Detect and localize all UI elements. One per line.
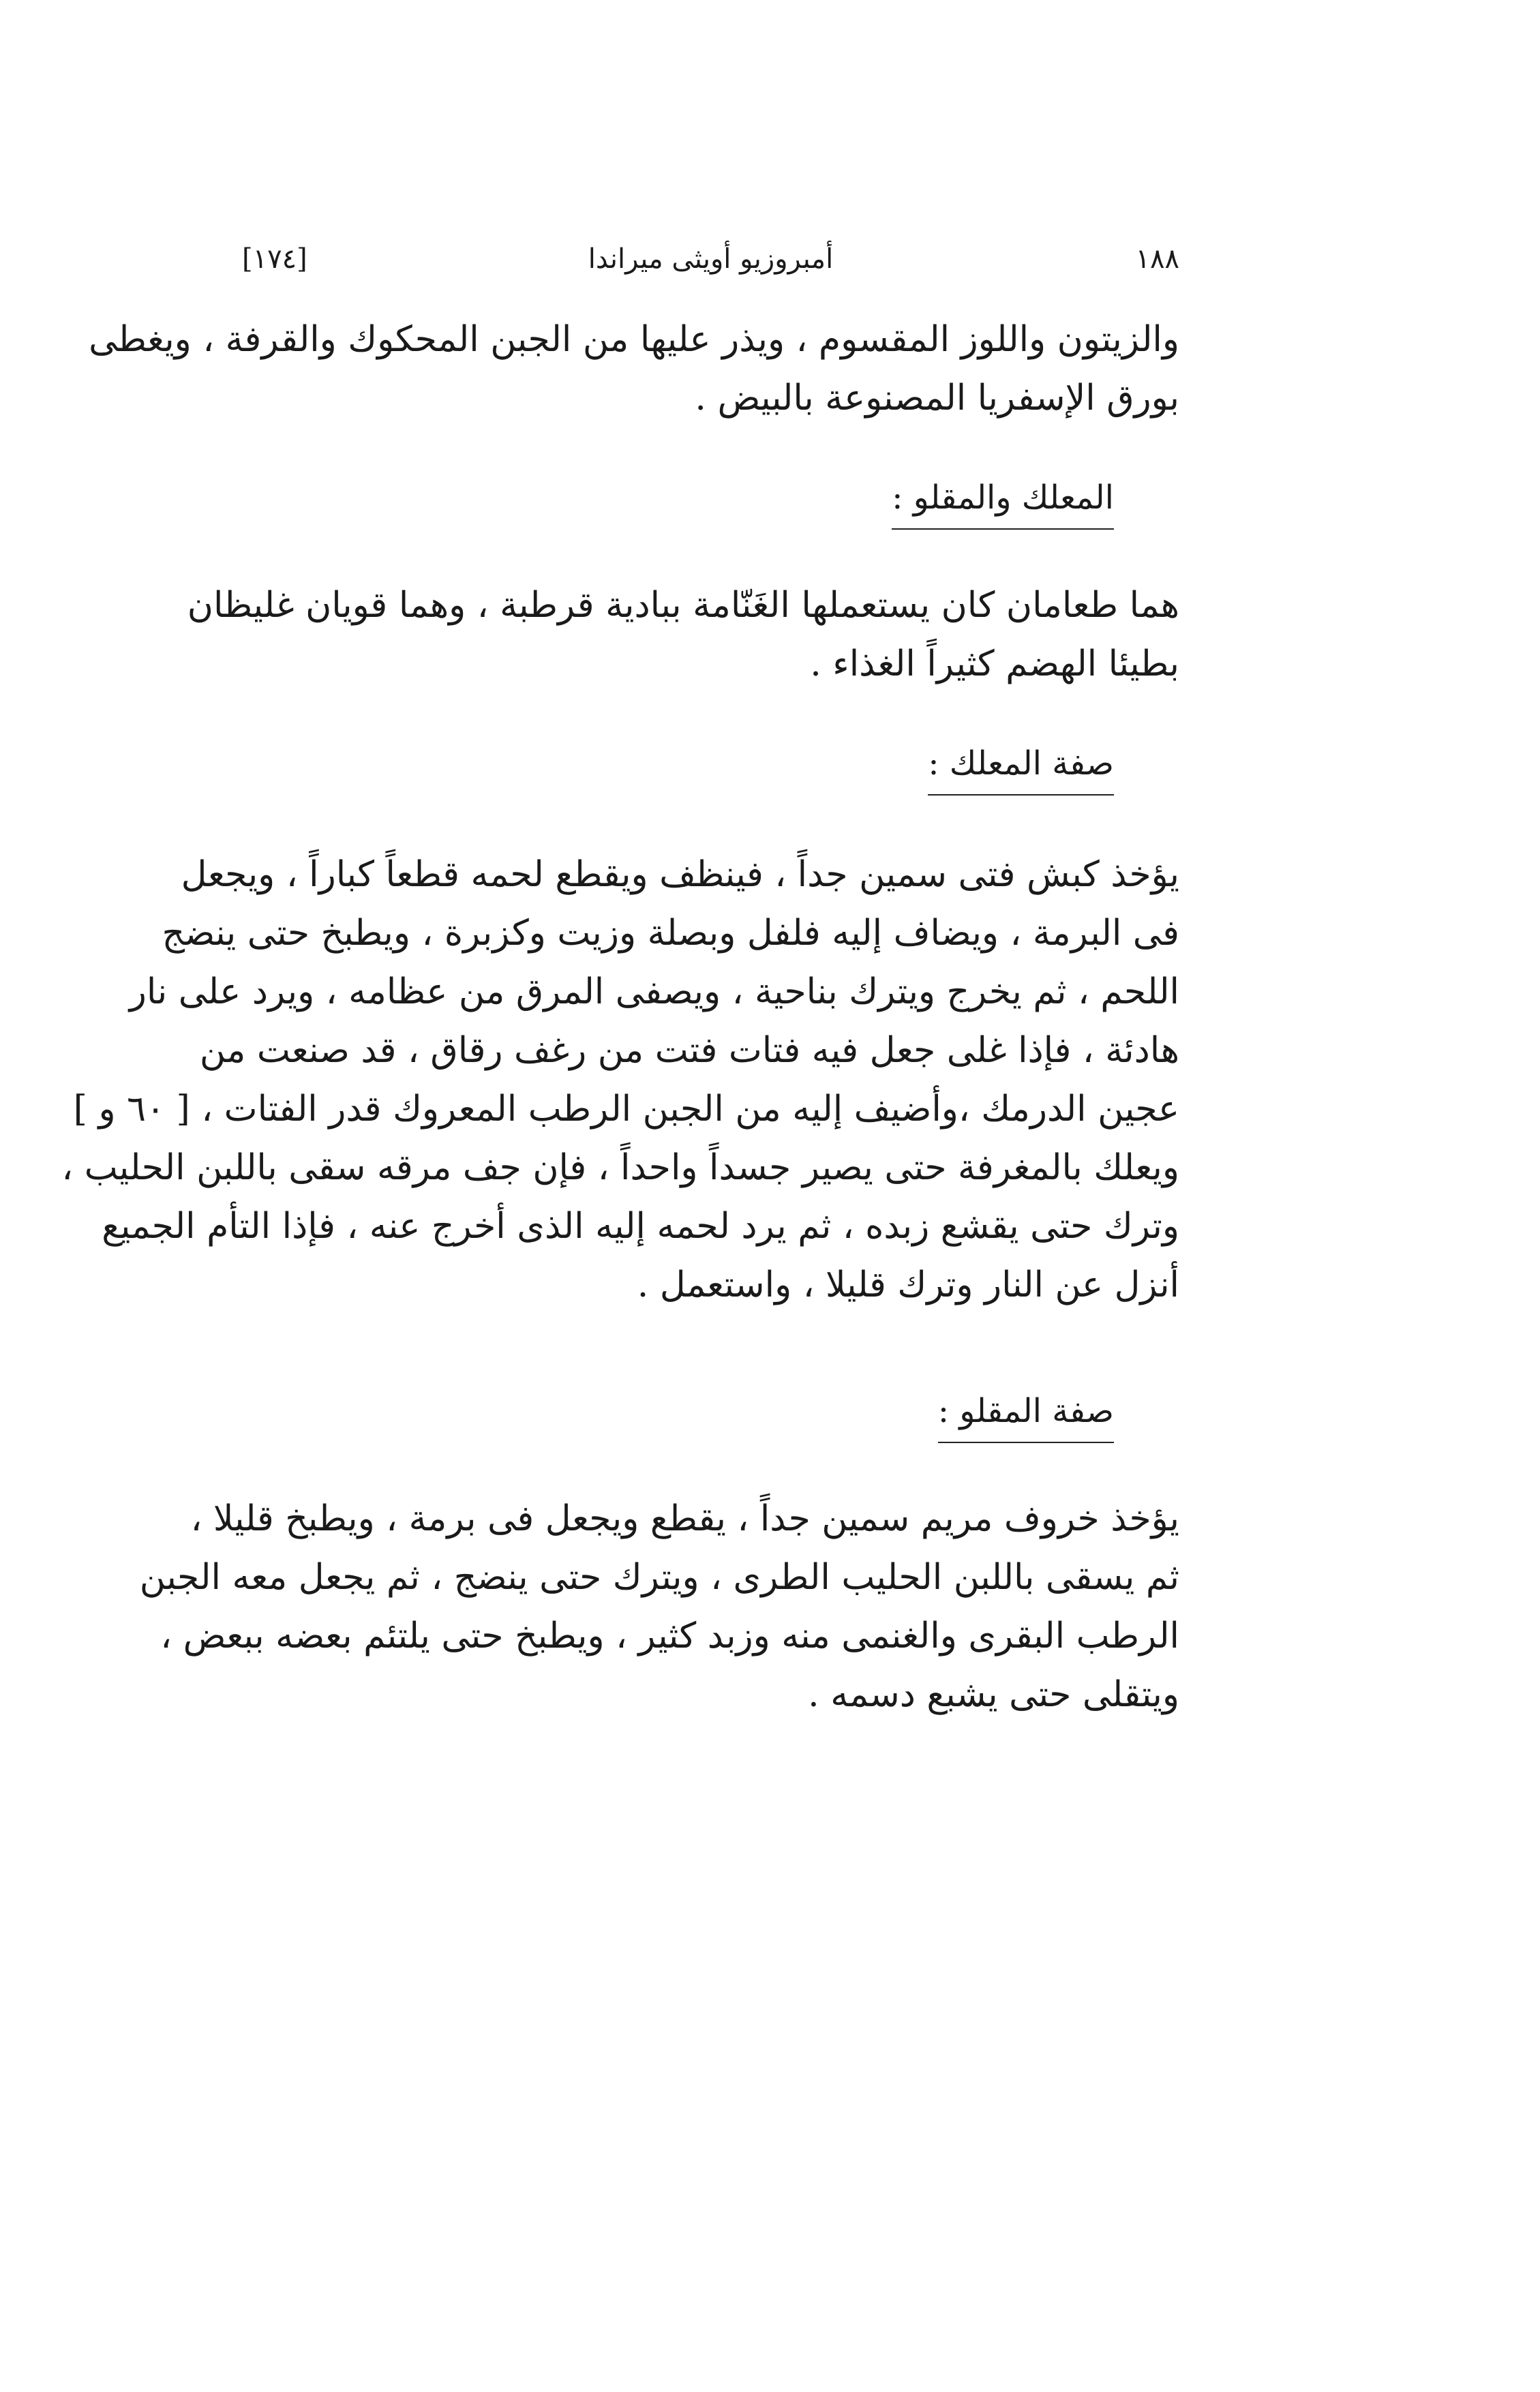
paragraph-line: هادئة ، فإذا غلى جعل فيه فتات فتت من رغف رقاق ، قد صنعت من [199,1030,1179,1071]
paragraph-line: يؤخذ خروف مريم سمين جداً ، يقطع ويجعل فى برمة ، ويطبخ قليلا ، [190,1498,1179,1539]
paragraph-line: فى البرمة ، ويضاف إليه فلفل وبصلة وزيت وكزبرة ، ويطبخ حتى ينضج [162,913,1179,954]
paragraph-line: الرطب البقرى والغنمى منه وزبد كثير ، ويطبخ حتى يلتئم بعضه ببعض ، [160,1616,1179,1656]
paragraph-line: ثم يسقى باللبن الحليب الطرى ، ويترك حتى ينضج ، ثم يجعل معه الجبن [139,1557,1179,1598]
intro-line: والزيتون واللوز المقسوم ، ويذر عليها من الجبن المحكوك والقرفة ، ويغطى [89,319,1179,360]
paragraph-line: ويتقلى حتى يشبع دسمه . [808,1674,1179,1715]
intro-line: بورق الإسفريا المصنوعة بالبيض . [695,378,1179,419]
paragraph-line: اللحم ، ثم يخرج ويترك بناحية ، ويصفى المرق من عظامه ، ويرد على نار [129,971,1179,1012]
paragraph-line: أنزل عن النار وترك قليلا ، واستعمل . [637,1265,1179,1305]
paragraph-line: يؤخذ كبش فتى سمين جداً ، فينظف ويقطع لحمه قطعاً كباراً ، ويجعل [181,854,1179,895]
section-heading-malak-maqlu: المعلك والمقلو : [892,474,1114,530]
paragraph-line: عجين الدرمك ،وأضيف إليه من الجبن الرطب المعروك قدر الفتات ، [ ٦٠ و ] [73,1089,1179,1130]
paragraph-line: بطيئا الهضم كثيراً الغذاء . [810,644,1179,684]
original-page-marker: [١٧٤] [242,243,307,275]
paragraph-line: هما طعامان كان يستعملها الغَنّامة ببادية قرطبة ، وهما قويان غليظان [187,585,1179,626]
section3-paragraph [139,1489,1179,1724]
paragraph-line: وترك حتى يقشع زبده ، ثم يرد لحمه إليه الذى أخرج عنه ، فإذا التأم الجميع [102,1206,1179,1247]
paragraph-line: ويعلك بالمغرفة حتى يصير جسداً واحداً ، فإن جف مرقه سقى باللبن الحليب ، [61,1147,1179,1188]
page-header [242,239,1179,286]
intro-paragraph [89,310,1179,427]
section1-paragraph [187,576,1179,693]
section2-paragraph [61,845,1179,1314]
running-title: أمبروزيو أويثى ميراندا [588,243,834,275]
section-heading-malak-recipe: صفة المعلك : [928,740,1114,796]
section-heading-maqlu-recipe: صفة المقلو : [938,1387,1114,1443]
page-number: ١٨٨ [1135,243,1179,275]
